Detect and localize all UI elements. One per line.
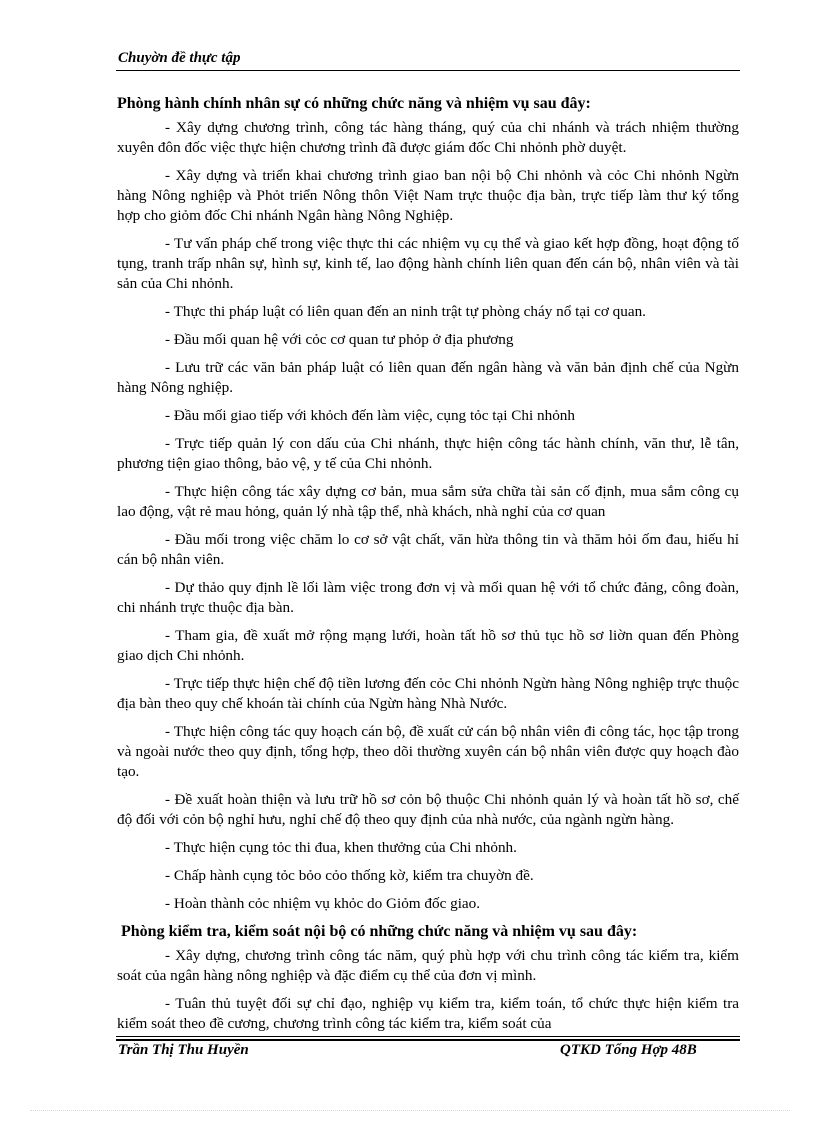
footer-author: Trần Thị Thu Huyền <box>118 1042 249 1058</box>
paragraph: - Xây dựng, chương trình công tác năm, quý phù hợp với chu trình công tác kiểm tra, kiểm soát của ngân hàng nông nghiệp và đặc điểm cụ thể của đơn vị mình. <box>117 947 739 984</box>
paragraph: - Lưu trữ các văn bản pháp luật có liên quan đến ngân hàng và văn bản định chế của Ngừn hàng Nông nghiệp. <box>117 359 739 396</box>
document-body <box>117 94 739 1042</box>
paragraph: - Đầu mối giao tiếp với khỏch đến làm việc, cụng tỏc tại Chi nhỏnh <box>165 407 575 424</box>
paragraph: - Xây dựng và triển khai chương trình giao ban nội bộ Chi nhỏnh và cỏc Chi nhỏnh Ngừn hàng Nông nghiệp và Phỏt triển Nông thôn Việt Nam trực thuộc địa bàn, trực tiếp làm thư ký tổng hợp cho giỏm đốc Chi nhánh Ngân hàng Nông Nghiệp. <box>117 167 739 224</box>
paragraph: - Tuân thủ tuyệt đối sự chỉ đạo, nghiệp vụ kiểm tra, kiểm toán, tổ chức thực hiện kiểm tra kiểm soát theo đề cương, chương trình công tác kiểm tra, kiểm soát của <box>117 995 739 1032</box>
page-header-title: Chuyờn đề thực tập <box>118 50 241 66</box>
paragraph: - Đề xuất hoàn thiện và lưu trữ hồ sơ cỏn bộ thuộc Chi nhỏnh quản lý và hoàn tất hồ sơ, chế độ đối với cỏn bộ nghỉ hưu, nghỉ chế độ theo quy định của nhà nước, của ngành ngừn hàng. <box>117 791 739 828</box>
paragraph: - Chấp hành cụng tỏc bỏo cỏo thống kờ, kiểm tra chuyờn đề. <box>165 867 534 884</box>
header-divider <box>116 70 740 71</box>
footer-divider-thin <box>116 1036 740 1037</box>
paragraph: - Thực hiện cụng tỏc thi đua, khen thưởng của Chi nhỏnh. <box>165 839 517 856</box>
paragraph: - Xây dựng chương trình, công tác hàng tháng, quý của chi nhánh và trách nhiệm thường xuyên đôn đốc việc thực hiện chương trình đã được giám đốc Chi nhỏnh phờ duyệt. <box>117 119 739 156</box>
paragraph: - Dự thảo quy định lề lối làm việc trong đơn vị và mối quan hệ với tổ chức đảng, công đoàn, chi nhánh trực thuộc địa bàn. <box>117 579 739 616</box>
section-heading-hr: Phòng hành chính nhân sự có những chức năng và nhiệm vụ sau đây: <box>117 95 591 112</box>
paragraph: - Hoàn thành cỏc nhiệm vụ khỏc do Giỏm đốc giao. <box>165 895 481 912</box>
footer-divider-thick <box>116 1039 740 1041</box>
paragraph: - Thực hiện công tác xây dựng cơ bản, mua sắm sửa chữa tài sản cố định, mua sắm công cụ lao động, vật rẻ mau hỏng, quản lý nhà tập thể, nhà khách, nhà nghỉ của cơ quan <box>117 483 739 520</box>
paragraph: - Thực thi pháp luật có liên quan đến an ninh trật tự phòng cháy nổ tại cơ quan. <box>165 303 646 320</box>
paragraph: - Trực tiếp thực hiện chế độ tiền lương đến cỏc Chi nhỏnh Ngừn hàng Nông nghiệp trực thuộc địa bàn theo quy chế khoán tài chính của Ngừn hàng Nhà Nước. <box>117 675 739 712</box>
page-bottom-dotted-line <box>30 1110 790 1111</box>
paragraph: - Tư vấn pháp chế trong việc thực thi các nhiệm vụ cụ thể và giao kết hợp đồng, hoạt động tố tụng, tranh trấp nhân sự, hình sự, kinh tế, lao động hành chính liên quan đến cán bộ, nhân viên và tài sản của Chi nhỏnh. <box>117 235 739 292</box>
footer-class: QTKD Tổng Hợp 48B <box>560 1042 697 1058</box>
paragraph: - Thực hiện công tác quy hoạch cán bộ, đề xuất cử cán bộ nhân viên đi công tác, học tập trong và ngoài nước theo quy định, tổng hợp, theo dõi thường xuyên cán bộ nhân viên được quy hoạch đào tạo. <box>117 723 739 780</box>
section-heading-audit: Phòng kiểm tra, kiểm soát nội bộ có những chức năng và nhiệm vụ sau đây: <box>121 923 638 940</box>
paragraph: - Trực tiếp quản lý con dấu của Chi nhánh, thực hiện công tác hành chính, văn thư, lễ tân, phương tiện giao thông, bảo vệ, y tế của Chi nhỏnh. <box>117 435 739 472</box>
paragraph: - Đầu mối trong việc chăm lo cơ sở vật chất, văn hừa thông tin và thăm hỏi ốm đau, hiếu hỉ cán bộ nhân viên. <box>117 531 739 568</box>
paragraph: - Đầu mối quan hệ với cỏc cơ quan tư phỏp ở địa phương <box>165 331 514 348</box>
paragraph: - Tham gia, đề xuất mở rộng mạng lưới, hoàn tất hồ sơ thủ tục hồ sơ liờn quan đến Phòng giao dịch Chi nhỏnh. <box>117 627 739 664</box>
